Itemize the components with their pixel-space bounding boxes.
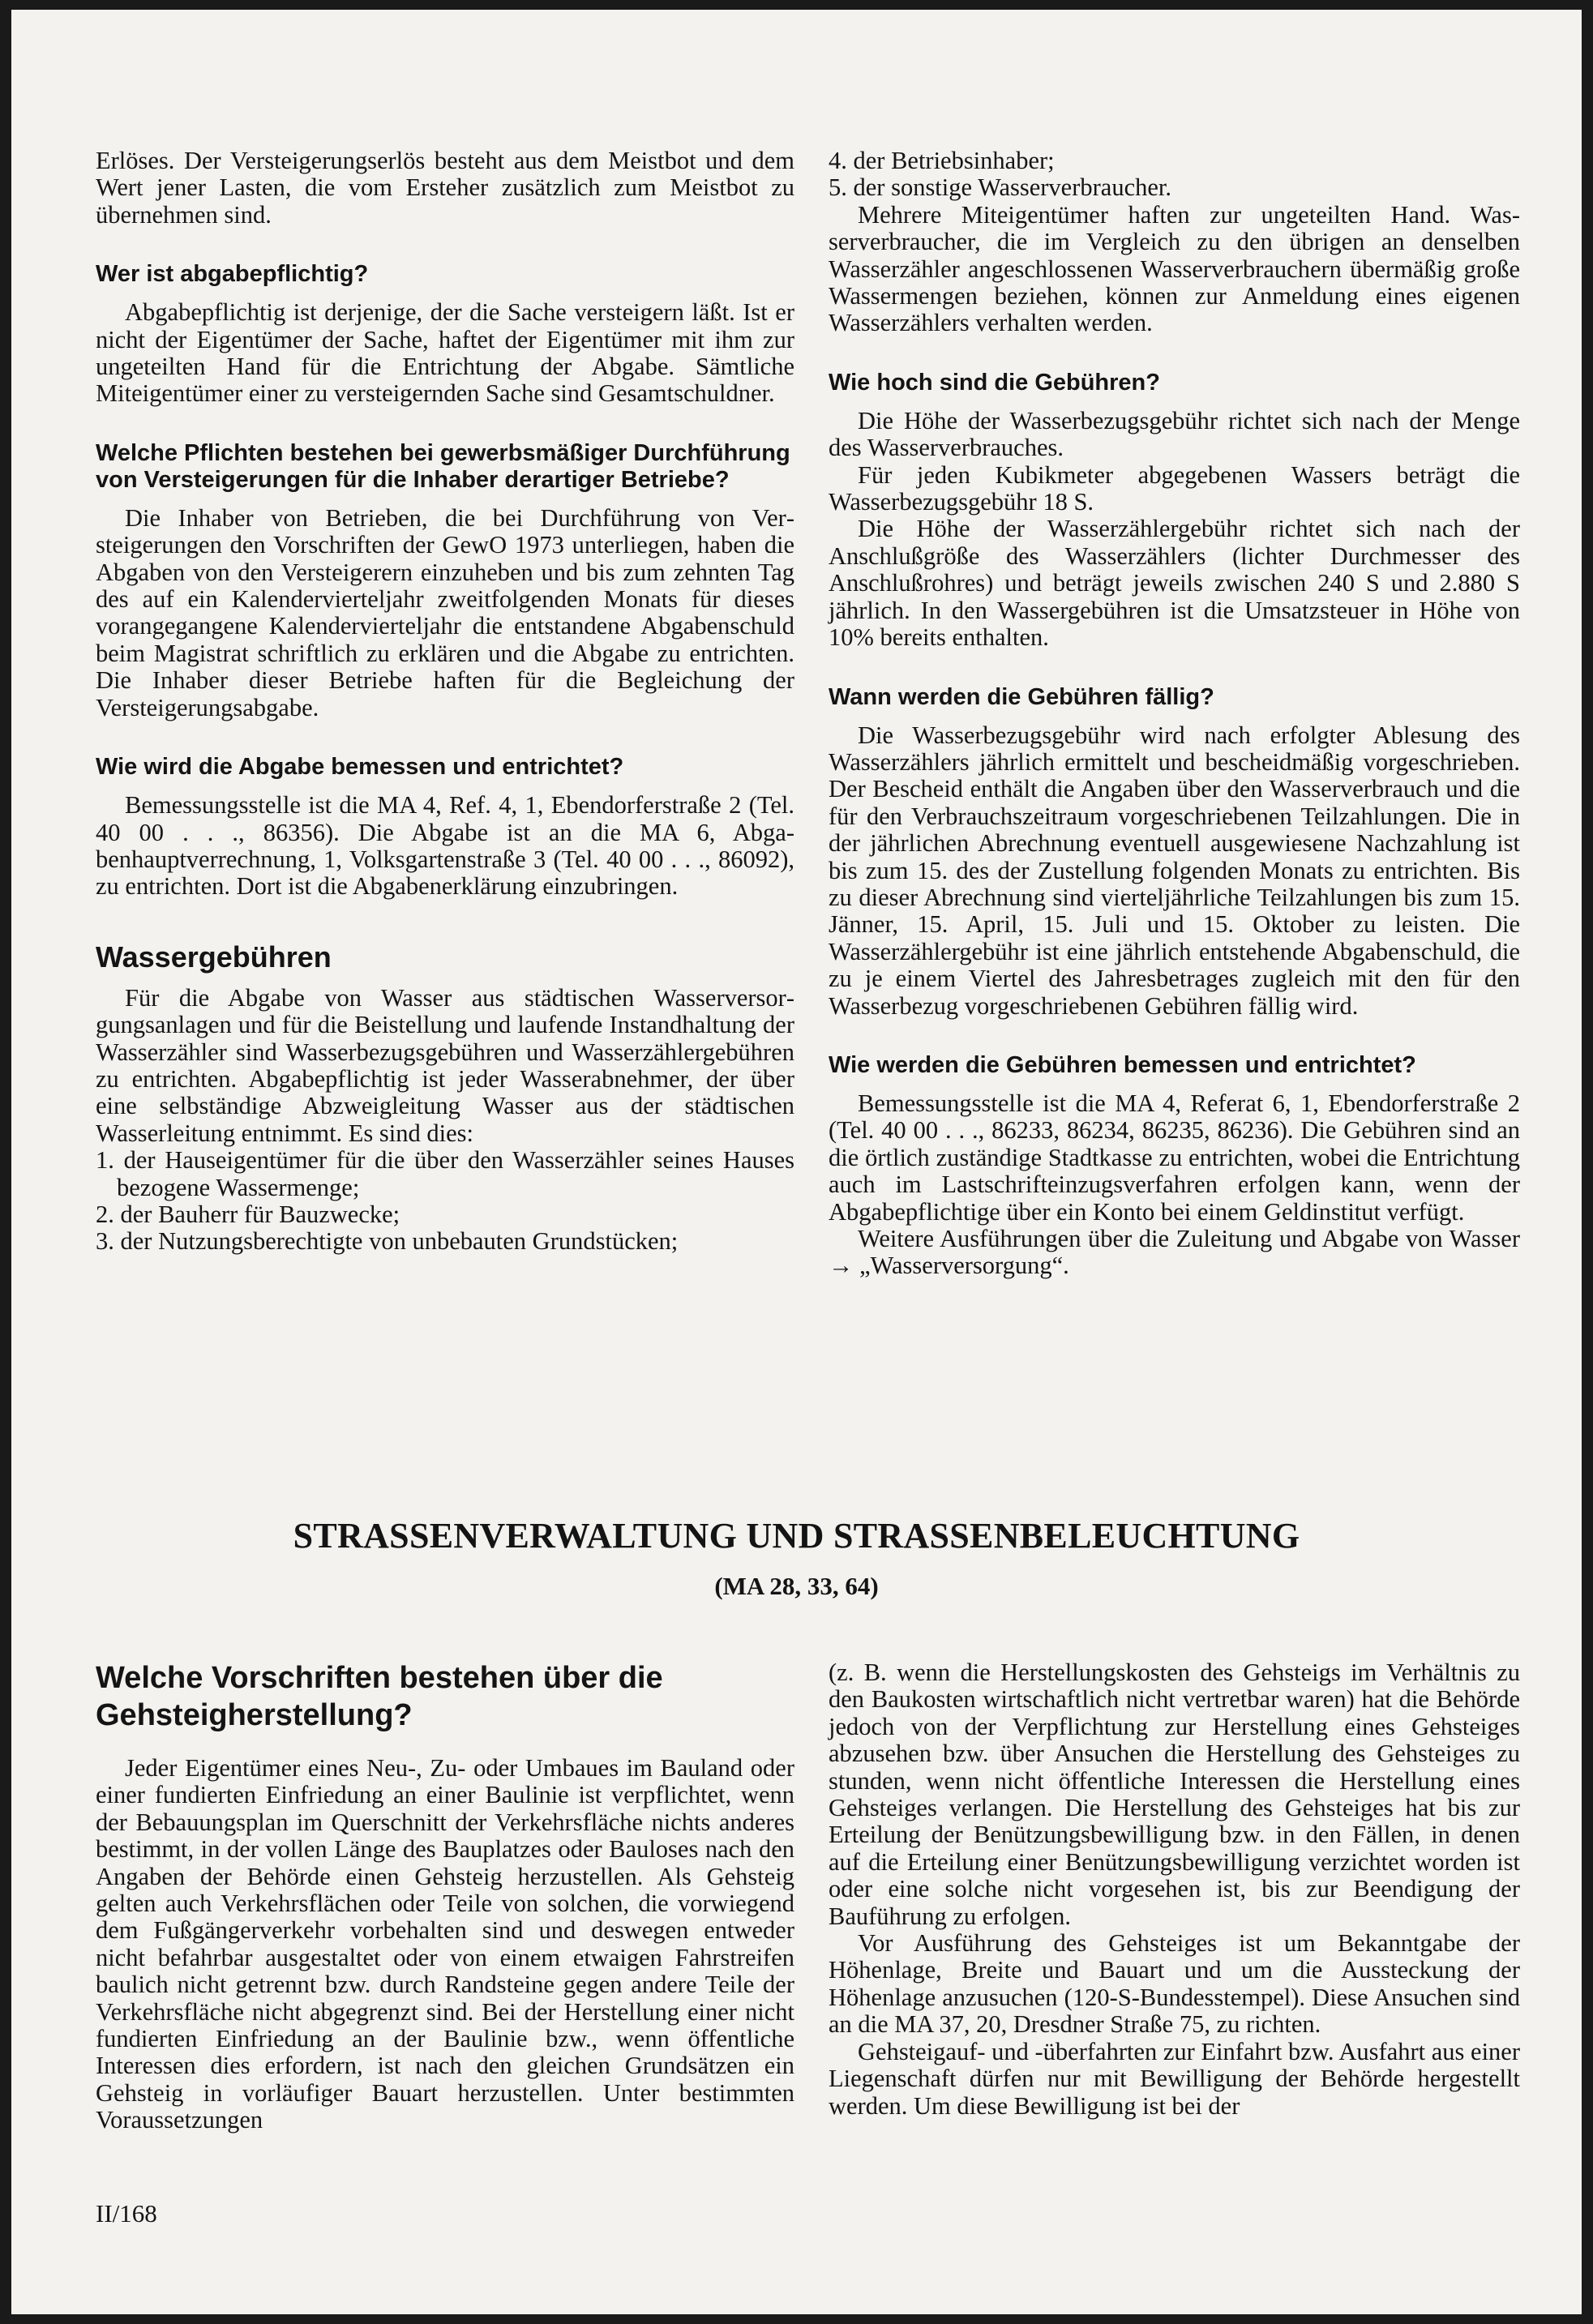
paragraph-bemessen: Bemessungsstelle ist die MA 4, Ref. 4, 1, Ebendorferstraße 2 (Tel. 40 00 . . ., 86356). Die Abgabe ist an die MA 6, Abgabenhauptverrechnung, 1, Volksgartenstraße 3 (Tel. 40 00 . . ., 86092), zu entrichten. Dort ist die Abgabenerklärung einzubringen.: [96, 791, 794, 901]
heading-abgabepflichtig: Wer ist abgabepflichtig?: [96, 261, 369, 288]
paragraph-gehsteig-ueberfahrten: Gehsteigauf- und -überfahrten zur Einfahrt bzw. Ausfahrt aus einer Liegenschaft dürfen nur mit Bewilligung der Behörde hergestellt werden. Um diese Bewilligung ist bei der: [829, 2037, 1520, 2120]
heading-gehsteigherstellung: Welche Vorschriften bestehen über die Gehsteigherstellung?: [96, 1661, 663, 1732]
heading-hoehe-gebuehren: Wie hoch sind die Gebühren?: [829, 369, 1160, 396]
paragraph-wassergebuehren: Für die Abgabe von Wasser aus städtischen Wasserversorgungsanlagen und für die Beistellung und laufende Instandhaltung der Wasserzähler sind Wasserbezugsgebühren und Wasserzählergebühren zu entrichten. Abgabepflichtig ist jeder Wasserabnehmer, der über eine selbständige Abzweigleitung Wasser aus der städtischen Wasserleitung entnimmt. Es sind dies:: [96, 983, 794, 1147]
paragraph-faelligkeit: Die Wasserbezugsgebühr wird nach erfolgter Ablesung des Wasserzählers jährlich ermittelt und bescheidmäßig vorgeschrieben. Der Bescheid enthält die Angaben über den Wasserverbrauch und die für den Verbrauchszeitraum vorgeschriebenen Teilzahlungen. Die in der jährlichen Abrechnung eventuell ausgewiesene Nachzahlung ist bis zum 15. des der Zustellung folgenden Monats zu entrichten. Bis zu dieser Abrechnung sind vierteljährliche Teilzahlungen bis zum 15. Jänner, 15. April, 15. Juli und 15. Oktober zu leisten. Die Wasserzählergebühr ist eine jährlich entstehende Abgabenschuld, die zu je einem Viertel des Jahresbetrages zugleich mit den für den Wasserbezug vorgeschriebenen Gebühren fällig wird.: [829, 721, 1520, 1020]
paragraph-hoehe-2: Für jeden Kubikmeter abgegebenen Wassers beträgt die Wasserbezugsgebühr 18 S.: [829, 460, 1520, 516]
paragraph-hoehe-3: Die Höhe der Wasserzählergebühr richtet sich nach der Anschlußgröße des Wasserzählers (lichter Durchmesser des Anschlußrohres) und beträgt jeweils zwischen 240 S und 2.880 S jährlich. In den Wassergebühren ist die Umsatzsteuer in Höhe von 10% bereits enthalten.: [829, 515, 1520, 652]
document-page: [11, 10, 1582, 2314]
list-item: 4. der Betriebsinhaber;: [829, 147, 1055, 174]
heading-bemessen: Wie wird die Abgabe bemessen und entrichtet?: [96, 754, 624, 781]
heading-gebuehren-bemessen: Wie werden die Gebühren bemessen und entrichtet?: [829, 1051, 1416, 1078]
page-number: II/168: [96, 2199, 157, 2228]
paragraph-abgabepflichtig: Abgabepflichtig ist derjenige, der die Sache versteigern läßt. Ist er nicht der Eigentümer der Sache, haftet der Eigentümer mit ihm zur ungeteilten Hand für die Entrichtung der Abgabe. Sämtliche Miteigentümer einer zu versteigernden Sache sind Gesamtschuldner.: [96, 298, 794, 408]
intro-paragraph: Erlöses. Der Versteigerungserlös besteht aus dem Meistbot und dem Wert jener Lasten, die vom Ersteher zusätzlich zum Meistbot zu übernehmen sind.: [96, 147, 794, 229]
section-title: STRASSENVERWALTUNG UND STRASSENBELEUCHTUNG: [293, 1516, 1300, 1556]
column-bottom-left: [96, 1659, 794, 2134]
paragraph-hoehe-1: Die Höhe der Wasserbezugsgebühr richtet sich nach der Menge des Wasserverbrauches.: [829, 406, 1520, 462]
list-item: 3. der Nutzungsberechtigte von unbebauten Grundstücken;: [96, 1227, 679, 1256]
section-subtitle: (MA 28, 33, 64): [714, 1572, 879, 1600]
column-bottom-right: [829, 1659, 1520, 2120]
paragraph-miteigentuemer: Mehrere Miteigentümer haften zur ungeteilten Hand. Wasserverbraucher, die im Vergleich zu den übrigen an denselben Wasserzähler angeschlossenen Wasserverbrauchern übermäßig große Wassermengen beziehen, können zur Anmeldung eines eigenen Wasserzählers verhalten werden.: [829, 200, 1520, 337]
heading-pflichten: Welche Pflichten bestehen bei gewerbsmäßiger Durchführung von Versteigerungen für die Inhaber derartiger Betriebe?: [96, 439, 790, 493]
heading-faelligkeit: Wann werden die Gebühren fällig?: [829, 683, 1214, 710]
paragraph-pflichten: Die Inhaber von Betrieben, die bei Durchführung von Versteigerungen den Vorschriften der GewO 1973 unterliegen, haben die Abgaben von den Versteigerern einzuheben und bis zum zehnten Tag des auf ein Kalendervierteljahr zweitfolgenden Monats für dieses vorangegangene Kalendervierteljahr die entstandene Abgabenschuld beim Magistrat schriftlich zu erklären und die Abgabe zu entrichten. Die Inhaber dieser Betriebe haften für die Begleichung der Versteigerungsabgabe.: [96, 503, 794, 721]
list-item: 5. der sonstige Wasserverbraucher.: [829, 173, 1171, 202]
list-item: 2. der Bauherr für Bauzwecke;: [96, 1200, 400, 1228]
list-item: 1. der Hauseigentümer für die über den Wasserzähler seines Hauses bezogene Wassermenge;: [96, 1146, 795, 1201]
paragraph-gehsteig-ansuchen: Vor Ausführung des Gehsteiges ist um Bekanntgabe der Höhenlage, Breite und Bauart und um die Aussteckung der Höhenlage anzusuchen (120-S-Bundesstempel). Diese Ansuchen sind an die MA 37, 20, Dresdner Straße 75, zu richten.: [829, 1929, 1520, 2039]
column-top-left: [96, 148, 794, 1256]
heading-wassergebuehren: Wassergebühren: [96, 939, 332, 974]
paragraph-weitere-ausfuehrungen: Weitere Ausführungen über die Zuleitung und Abgabe von Wasser → „Wasserversorgung“.: [829, 1225, 1520, 1280]
column-top-right: [829, 148, 1520, 1280]
paragraph-gehsteig-fortsetzung: (z. B. wenn die Herstellungskosten des Gehsteigs im Verhältnis zu den Baukosten wirtschaftlich nicht vertretbar waren) hat die Behörde jedoch von der Verpflichtung zur Herstellung eines Gehsteiges abzusehen bzw. über Ansuchen die Herstellung des Gehsteiges zu stunden, wenn nicht öffentliche Interessen die Herstellung eines Gehsteiges verlangen. Die Herstellung des Gehsteiges hat bis zur Erteilung der Benützungsbewilligung bzw. in den Fällen, in denen auf die Erteilung einer Benützungsbewilligung verzichtet worden ist oder eine solche nicht vorgesehen ist, bis zur Beendigung der Bauführung zu erfolgen.: [829, 1658, 1520, 1930]
paragraph-gebuehren-bemessen: Bemessungsstelle ist die MA 4, Referat 6, 1, Ebendorferstraße 2 (Tel. 40 00 . . ., 86233, 86234, 86235, 86236). Die Gebühren sind an die örtlich zuständige Stadtkasse zu entrichten, wobei die Entrichtung auch im Lastschrifteinzugsverfahren erfolgen kann, wenn der Abgabepflichtige über ein Konto bei einem Geldinstitut verfügt.: [829, 1089, 1520, 1226]
paragraph-gehsteigherstellung: Jeder Eigentümer eines Neu-, Zu- oder Umbaues im Bauland oder einer fundierten Einfriedung an einer Baulinie ist verpflichtet, wenn der Bebauungsplan im Querschnitt der Verkehrsfläche nichts anderes bestimmt, in der vollen Länge des Bauplatzes oder Bauloses nach den Angaben der Behörde einen Gehsteig herzustellen. Als Gehsteig gelten auch Verkehrsflächen oder Teile von solchen, die vorwiegend dem Fußgängerverkehr vorbehalten sind und deswegen entweder nicht befahrbar ausgestaltet oder von einem etwaigen Fahrstreifen baulich nicht getrennt bzw. durch Randsteine gegen andere Teile der Verkehrsfläche nicht abgegrenzt sind. Bei der Herstellung einer nicht fundierten Einfriedung an der Baulinie bzw., wenn öffentliche Interessen dies erfordern, ist nach den gleichen Grundsätzen ein Gehsteig in vorläufiger Bauart herzustellen. Unter bestimmten Voraussetzungen: [96, 1754, 794, 2134]
